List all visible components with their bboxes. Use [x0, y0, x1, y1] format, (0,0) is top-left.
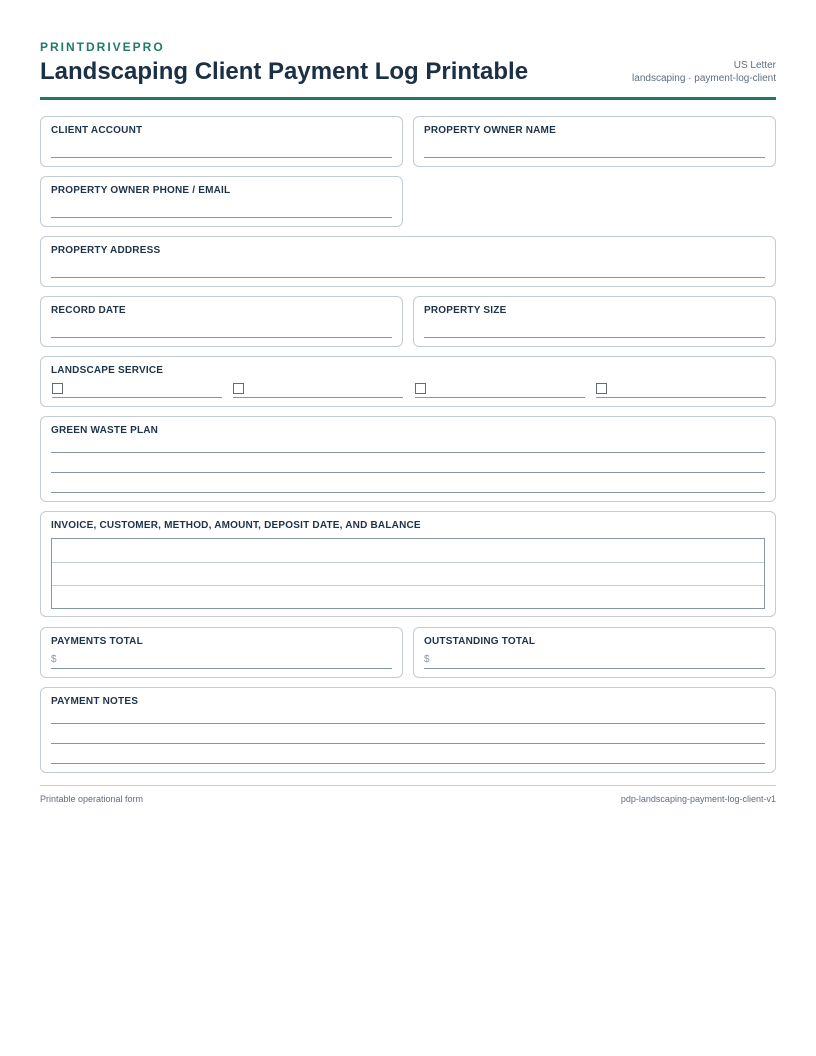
- checkbox-icon[interactable]: [52, 383, 63, 394]
- page-title: Landscaping Client Payment Log Printable: [40, 58, 529, 85]
- document-tags: landscaping · payment-log-client: [632, 73, 776, 84]
- property-size-label: PROPERTY SIZE: [424, 305, 507, 316]
- property-owner-name-field[interactable]: [413, 116, 776, 167]
- property-owner-contact-label: PROPERTY OWNER PHONE / EMAIL: [51, 185, 231, 196]
- property-address-input-line[interactable]: [51, 277, 765, 278]
- property-address-label: PROPERTY ADDRESS: [51, 245, 161, 256]
- payment-notes-line-2[interactable]: [51, 743, 765, 744]
- service-option-2[interactable]: [233, 382, 403, 398]
- service-option-4-line[interactable]: [596, 397, 766, 398]
- footer-note: Printable operational form: [40, 794, 144, 804]
- property-owner-contact-field[interactable]: [40, 176, 403, 227]
- form-id: pdp-landscaping-payment-log-client-v1: [620, 794, 776, 804]
- property-address-field[interactable]: [40, 236, 776, 287]
- payment-notes-line-1[interactable]: [51, 723, 765, 724]
- green-waste-plan-line-3[interactable]: [51, 492, 765, 493]
- outstanding-total-label: OUTSTANDING TOTAL: [424, 636, 536, 647]
- service-option-2-line[interactable]: [233, 397, 403, 398]
- checkbox-icon[interactable]: [233, 383, 244, 394]
- property-size-input-line[interactable]: [424, 337, 765, 338]
- client-account-field[interactable]: [40, 116, 403, 167]
- payments-total-input-line[interactable]: [51, 668, 392, 669]
- service-option-1[interactable]: [52, 382, 222, 398]
- record-date-field[interactable]: [40, 296, 403, 347]
- record-date-label: RECORD DATE: [51, 305, 126, 316]
- record-date-input-line[interactable]: [51, 337, 392, 338]
- currency-symbol: $: [424, 654, 430, 665]
- checkbox-icon[interactable]: [596, 383, 607, 394]
- currency-symbol: $: [51, 654, 57, 665]
- property-size-field[interactable]: [413, 296, 776, 347]
- property-owner-name-input-line[interactable]: [424, 157, 765, 158]
- checkbox-icon[interactable]: [415, 383, 426, 394]
- payment-ledger-label: INVOICE, CUSTOMER, METHOD, AMOUNT, DEPOSIT DATE, AND BALANCE: [51, 520, 421, 531]
- outstanding-total-input-line[interactable]: [424, 668, 765, 669]
- green-waste-plan-line-2[interactable]: [51, 472, 765, 473]
- client-account-input-line[interactable]: [51, 157, 392, 158]
- payments-total-label: PAYMENTS TOTAL: [51, 636, 143, 647]
- header-divider: [40, 97, 776, 100]
- document-meta: [632, 59, 776, 85]
- property-owner-name-label: PROPERTY OWNER NAME: [424, 125, 556, 136]
- table-row[interactable]: [52, 562, 764, 563]
- paper-size: US Letter: [733, 60, 776, 71]
- table-row[interactable]: [52, 585, 764, 586]
- green-waste-plan-field[interactable]: [40, 416, 776, 502]
- payment-ledger-table: [51, 538, 765, 609]
- green-waste-plan-line-1[interactable]: [51, 452, 765, 453]
- service-option-3-line[interactable]: [415, 397, 585, 398]
- client-account-label: CLIENT ACCOUNT: [51, 125, 143, 136]
- payment-notes-line-3[interactable]: [51, 763, 765, 764]
- brand-logo: PRINTDRIVEPRO: [40, 40, 165, 54]
- payment-ledger-field: [40, 511, 776, 617]
- landscape-service-field: [40, 356, 776, 407]
- service-option-4[interactable]: [596, 382, 766, 398]
- outstanding-total-field[interactable]: [413, 627, 776, 678]
- green-waste-plan-label: GREEN WASTE PLAN: [51, 425, 159, 436]
- service-option-3[interactable]: [415, 382, 585, 398]
- service-option-1-line[interactable]: [52, 397, 222, 398]
- footer-divider: [40, 785, 776, 786]
- payments-total-field[interactable]: [40, 627, 403, 678]
- landscape-service-label: LANDSCAPE SERVICE: [51, 365, 164, 376]
- payment-notes-field[interactable]: [40, 687, 776, 773]
- property-owner-contact-input-line[interactable]: [51, 217, 392, 218]
- payment-notes-label: PAYMENT NOTES: [51, 696, 139, 707]
